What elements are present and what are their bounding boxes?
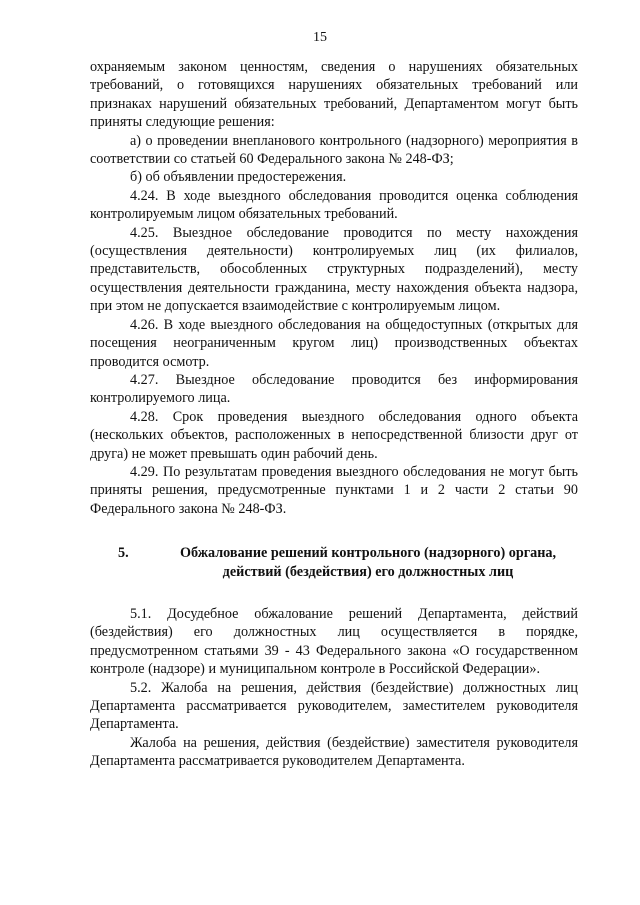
paragraph-4-27: 4.27. Выездное обследование проводится без информирования контролируемого лица. [90, 371, 578, 407]
section-title [158, 544, 578, 581]
paragraph-item-a: а) о проведении внепланового контрольного (надзорного) мероприятия в соответствии со статьей 60 Федерального закона № 248-ФЗ; [90, 132, 578, 168]
paragraph-4-26: 4.26. В ходе выездного обследования на общедоступных (открытых для посещения неограниченным кругом лиц) производственных объектах проводится осмотр. [90, 316, 578, 370]
page-number: 15 [313, 30, 327, 45]
section-title-line2: действий (бездействия) его должностных лиц [222, 563, 514, 580]
section-number: 5. [118, 545, 129, 562]
section-heading [90, 544, 578, 581]
paragraph-5-1: 5.1. Досудебное обжалование решений Департамента, действий (бездействия) его должностных лиц осуществляется в порядке, предусмотренном статьями 39 - 43 Федерального закона «О государственном контроле (надзоре) и муниципальном контроле в Российской Федерации». [90, 605, 578, 678]
paragraph-4-28: 4.28. Срок проведения выездного обследования одного объекта (нескольких объектов, расположенных в непосредственной близости друг от друга) не может превышать один рабочий день. [90, 408, 578, 462]
paragraph-4-25: 4.25. Выездное обследование проводится по месту нахождения (осуществления деятельности) контролируемых лиц (их филиалов, представительств, обособленных структурных подразделений), месту осуществления деятельности гражданина, месту нахождения объекта надзора, при этом не допускается взаимодействие с контролируемым лицом. [90, 224, 578, 315]
document-body [90, 58, 578, 771]
paragraph-5-2: 5.2. Жалоба на решения, действия (бездействие) должностных лиц Департамента рассматривается руководителем, заместителем руководителя Департамента. [90, 679, 578, 733]
paragraph-complaint-deputy: Жалоба на решения, действия (бездействие) заместителя руководителя Департамента рассматривается руководителем Департамента. [90, 734, 578, 770]
paragraph-4-29: 4.29. По результатам проведения выездного обследования не могут быть приняты решения, предусмотренные пунктами 1 и 2 части 2 статьи 90 Федерального закона № 248-ФЗ. [90, 463, 578, 517]
section-title-line1: Обжалование решений контрольного (надзорного) органа, [179, 545, 557, 562]
paragraph-continuation: охраняемым законом ценностям, сведения о нарушениях обязательных требований, о готовящихся нарушениях обязательных требований или признаках нарушений обязательных требований, Департаментом могут быть приняты следующие решения: [90, 59, 578, 131]
paragraph-4-24: 4.24. В ходе выездного обследования проводится оценка соблюдения контролируемым лицом обязательных требований. [90, 187, 578, 223]
paragraph-item-b: б) об объявлении предостережения. [130, 169, 347, 186]
